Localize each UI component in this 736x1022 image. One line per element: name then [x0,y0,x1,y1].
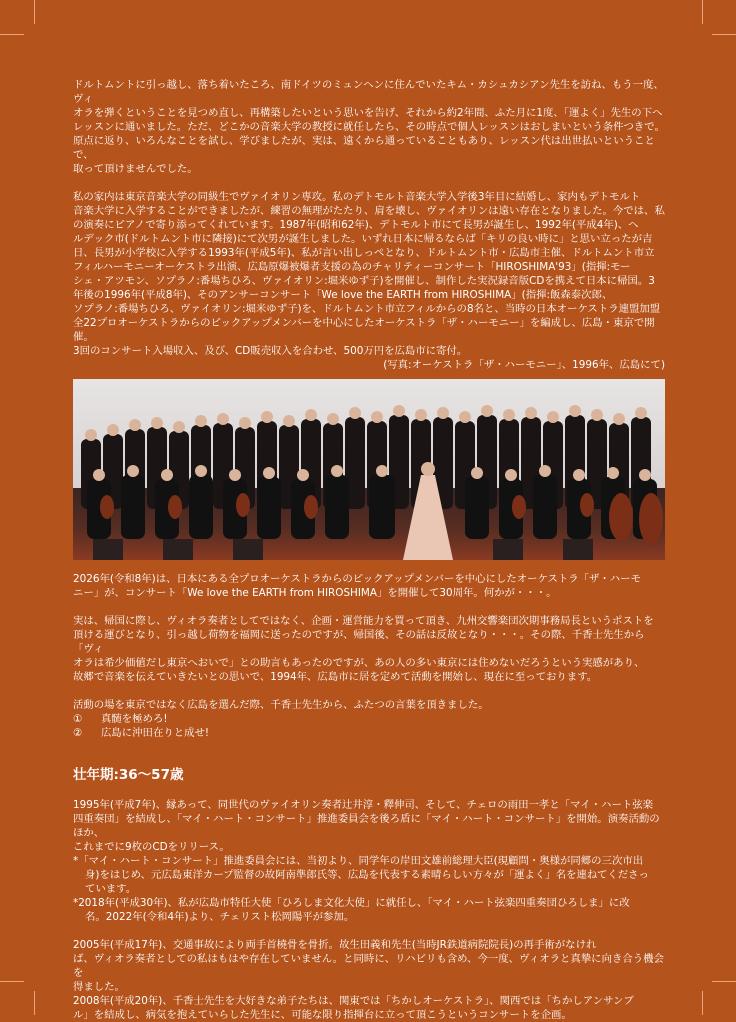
crop-mark [712,981,736,982]
crop-mark [0,981,24,982]
page-content [73,78,665,1022]
orchestra-silhouettes [73,379,665,560]
crop-mark [712,34,736,35]
crop-mark [34,991,35,1015]
orchestra-photo [73,379,665,560]
paragraph-chikashi: 2008年(平成20年)、千香士先生を大好きな弟子たちは、関東では「ちかしオーケストラ」、関西では「ちかしアンサンブ ル」を結成し、病気を抱えていらした先生に、可能な限り指揮台に立って頂こうというコンサートを企画。 [73,995,634,1021]
crop-mark [34,0,35,24]
list-number: ② [73,727,83,739]
section-heading: 壮年期:36〜57歳 [73,767,184,783]
paragraph-quartet: 1995年(平成7年)、縁あって、同世代のヴァイオリン奏者辻井淳・釋伸司、そして、チェロの雨田一孝と「マイ・ハート弦楽 四重奏団」を結成し、「マイ・ハート・コンサート」推進委員会を後ろ盾に「マイ・ハート・コンサート」を開始。演奏活動のほか、 これまでに9枚のCDをリリース。 [73,799,660,853]
paragraph-return-home: 実は、帰国に際し、ヴィオラ奏者としてではなく、企画・運営能力を買って頂き、九州交響楽団次期事務局長というポストを 頂ける運びとなり、引っ越し荷物を福岡に送ったのですが、帰国後、その話は反故となり・・・。その際、千香士先生から「ヴィ オラは希少価値だし東京へおいで」との助言もあったのですが、あの人の多い東京には住めないだろうという実感があり、 故郷で音楽を伝えていきたいとの思いで、1994年、広島市に居を定めて活動を開始し、現在に至っております。 [73,615,654,683]
note-committee: *「マイ・ハート・コンサート」推進委員会には、当初より、同学年の岸田文雄前総理大臣(現顧問・奥様が同郷の三次市出 身)をはじめ、元広島東洋カープ監督の故阿南準郎氏等、広島を代表する素晴らしい方々が「運よく」名を連ねてくださっ ています。 [73,855,649,895]
crop-mark [702,0,703,24]
note-ambassador: *2018年(平成30年)、私が広島市特任大使「ひろしま文化大使」に就任し、「マイ・ハート弦楽四重奏団ひろしま」に改 名。2022年(令和4年)より、チェリスト松岡陽平が参加。 [73,897,630,923]
crop-mark [702,991,703,1015]
photo-caption: (写真:オーケストラ「ザ・ハーモニー」、1996年、広島にて) [383,359,665,371]
list-text: 広島に沖田在りと成せ! [101,727,210,739]
paragraph-lessons: ドルトムントに引っ越し、落ち着いたころ、南ドイツのミュンヘンに住んでいたキム・カシュカシアン先生を訪ね、もう一度、ヴィ オラを弾くということを見つめ直し、再構築したいという思いを告げ、それから約2年間、ふた月に1度、「運よく」先生の下へ レッスンに通いました。ただ、どこかの音楽大学の教授に就任したら、その時点で個人レッスンはおしまいという条件つきで。 原点に返り、いろんなことを試し、学びましたが、実は、遠くから通っていることもあり、レッスン代は出世払いということで、 取って頂けませんでした。 [73,79,665,175]
paragraph-accident: 2005年(平成17年)、交通事故により両手首橈骨を骨折。故生田義和先生(当時JR鉄道病院院長)の再手術がなけれ ば、ヴィオラ奏者としての私はもはや存在していません。と同時に、リハビリも含め、今一度、ヴィオラと真摯に向き合う機会を 得ました。 [73,939,664,993]
paragraph-family-hiroshima: 私の家内は東京音楽大学の同級生でヴァイオリン専攻。私のデトモルト音楽大学入学後3年目に結婚し、家内もデトモルト 音楽大学に入学することができましたが、練習の無理がたたり、肩を壊し、ヴァイオリンは遠い存在となりました。今では、私 の演奏にピアノで寄り添ってくれています。1987年(昭和62年)、デトモルト市にて長男が誕生し、1992年(平成4年)、ヘ ルデック市(ドルトムント市に隣接)にて次男が誕生しました。いずれ日本に帰るならば「キリの良い時に」と思い立ったが吉 日、長男が小学校に入学する1993年(平成5年)、私が言い出しっぺとなり、ドルトムント市・広島市主催、ドルトムント市立 フィルハーモニーオーケストラ出演、広島原爆被爆者支援の為のチャリティーコンサート「HIROSHIMA'93」(指揮:モー シェ・アツモン、ソプラノ:番場ちひろ、ヴァイオリン:堀米ゆず子)を開催し、制作した実況録音版CDを携えて日本に帰国。3 年後の1996年(平成8年)、そのアンサーコンサート「We love the EARTH from HIROSHIMA」(指揮:飯森泰次郎、 ソプラノ:番場ちひろ、ヴァイオリン:堀米ゆず子)を、ドルトムント市立フィルからの8名と、当時の日本オーケストラ連盟加盟 全22プロオーケストラからのピックアップメンバーを中心にしたオーケストラ「ザ・ハーモニー」を編成し、広島・東京で開催。 3回のコンサート入場収入、及び、CD販売収入を合わせ、500万円を広島市に寄付。 [73,191,665,357]
list-item [73,726,665,740]
list-item [73,712,665,726]
list-number: ① [73,713,83,725]
paragraph-anniversary: 2026年(令和8年)は、日本にある全プロオーケストラからのピックアップメンバーを中心にしたオーケストラ「ザ・ハーモ ニー」が、コンサート「We love the EARTH from HIROSHIMA」を開催して30周年。何かが・・・。 [73,573,641,599]
crop-mark [0,34,24,35]
list-text: 真髄を極めろ! [101,713,168,725]
paragraph-two-words: 活動の場を東京ではなく広島を選んだ際、千香士先生から、ふたつの言葉を頂きました。 [73,699,489,711]
